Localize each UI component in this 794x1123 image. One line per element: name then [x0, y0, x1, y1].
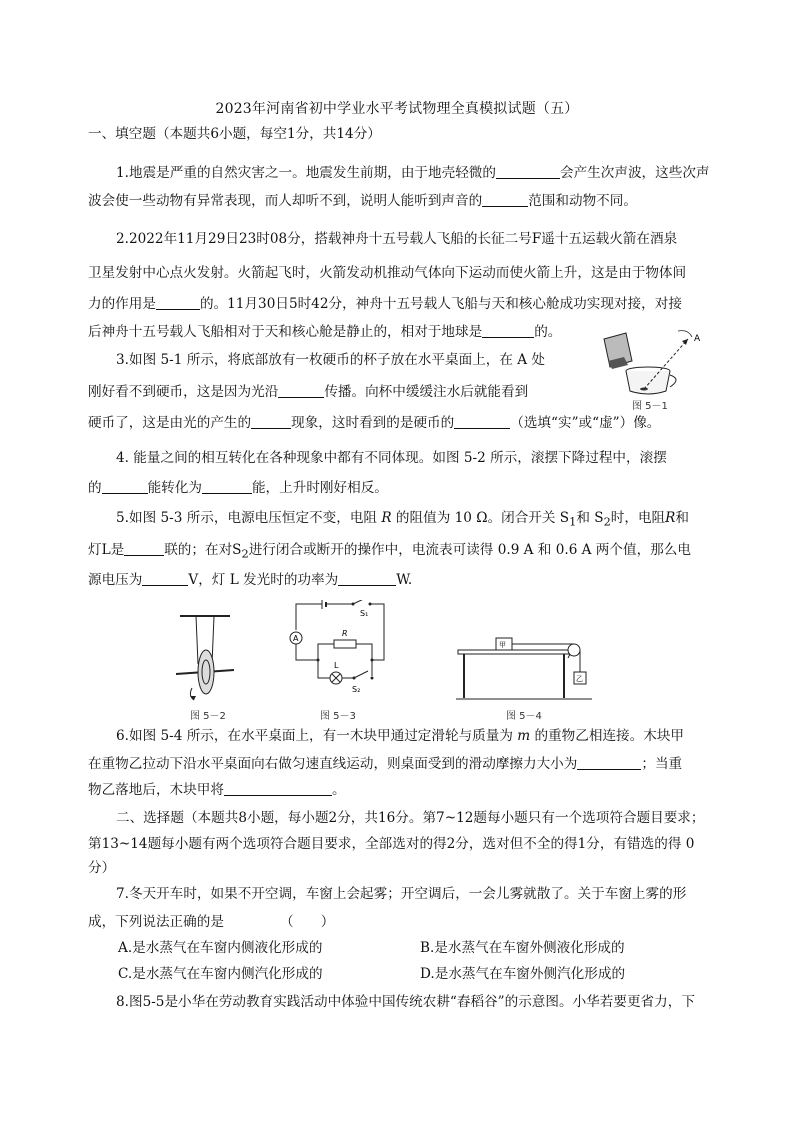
answer-blank[interactable] — [124, 541, 164, 556]
q2-text: 力的作用是 — [88, 296, 156, 312]
s1-label: S₁ — [360, 609, 369, 618]
subscript: 2 — [603, 514, 611, 529]
q4-line1: 4. 能量之间的相互转化在各种现象中都有不同体现。如图 5-2 所示，滚摆下降过程中，滚摆 — [116, 450, 667, 466]
q2-text: 的。 — [534, 324, 562, 340]
q8-line1: 8.图5-5是小华在劳动教育实践活动中体验中国传统农耕“舂稻谷”的示意图。小华若要更省力，下 — [116, 994, 695, 1010]
answer-blank[interactable] — [251, 414, 291, 429]
q5-line2 — [88, 540, 691, 564]
q7-line1: 7.冬天开车时，如果不开空调，车窗上会起雾；开空调后，一会儿雾就散了。关于车窗上雾的形 — [116, 886, 687, 902]
q7-option-c[interactable]: C.是水蒸气在车窗内侧汽化形成的 — [118, 966, 323, 982]
answer-blank[interactable] — [482, 192, 528, 207]
section-choice-heading-line1: 二、选择题（本题共8小题，每小题2分，共16分。第7~12题每小题只有一个选项符合题目要求； — [116, 810, 705, 826]
q7-option-d[interactable]: D.是水蒸气在车窗外侧汽化形成的 — [420, 966, 626, 982]
figure-5-2-caption: 图 5－2 — [190, 711, 226, 722]
q5-text: 联的；在对S — [164, 542, 242, 558]
q3-text: 现象，这时看到的是硬币的 — [291, 415, 455, 431]
answer-blank[interactable] — [278, 383, 324, 398]
figure-5-2 — [170, 612, 240, 704]
q6-line1 — [116, 726, 684, 746]
q3-text: 刚好看不到硬币，这是因为光沿 — [88, 384, 279, 400]
q2-line3 — [88, 294, 682, 314]
section-fill-in-heading: 一、填空题（本题共6小题，每空1分，共14分） — [88, 126, 381, 142]
subscript: 2 — [241, 546, 249, 561]
section-choice-heading-line3: 分） — [88, 860, 116, 876]
figure-5-3 — [288, 600, 392, 700]
point-a-label: A — [694, 334, 701, 344]
resistor-symbol-text: R — [381, 510, 392, 526]
q2-line4 — [88, 322, 561, 342]
q3-text: 硬币了，这是由光的产生的 — [88, 415, 252, 431]
table-pulley-diagram — [456, 632, 592, 702]
q4-text: 的 — [88, 480, 102, 496]
q5-text: 源电压为 — [88, 572, 143, 588]
q6-text: 。 — [331, 782, 346, 798]
q7-text: 成，下列说法正确的是 — [88, 914, 224, 930]
q2-line1: 2.2022年11月29日23时08分，搭载神舟十五号载人飞船的长征二号F遥十五运载火箭在酒泉 — [116, 231, 678, 247]
q5-text: 时，电阻 — [610, 510, 666, 526]
rolling-pendulum-diagram — [170, 612, 240, 704]
q5-text: 灯L是 — [88, 542, 125, 558]
answer-blank[interactable] — [202, 479, 252, 494]
q5-text: 5.如图 5-3 所示，电源电压恒定不变，电阻 — [116, 510, 378, 526]
section-choice-heading-line2: 第13~14题每小题有两个选项符合题目要求，全部选对的得2分，选对但不全的得1分，有错选的得 0 — [88, 836, 695, 852]
q3-line2 — [88, 382, 528, 402]
q6-text: 在重物乙拉动下沿水平桌面向右做匀速直线运动，则桌面受到的滑动摩擦力大小为 — [88, 756, 578, 772]
q5-text: 进行闭合或断开的操作中，电流表可读得 0.9 A 和 0.6 A 两个值，那么电 — [248, 542, 691, 558]
switch-s1-icon — [353, 600, 368, 604]
ammeter-label: A — [293, 634, 299, 643]
q1-text: 会产生次声波，这些次声 — [560, 165, 710, 181]
block-jia-label: 甲 — [499, 641, 506, 649]
q6-text: ；当重 — [641, 756, 683, 772]
mass-symbol-text: m — [517, 728, 531, 744]
q5-text: W. — [396, 572, 413, 588]
q7-line2 — [88, 912, 334, 932]
q4-text: 能，上升时刚好相反。 — [251, 480, 388, 496]
answer-blank[interactable] — [338, 571, 396, 586]
q7-option-b[interactable]: B.是水蒸气在车窗外侧液化形成的 — [420, 940, 625, 956]
q6-text: 物乙落地后，木块甲将 — [88, 782, 224, 798]
subscript: 1 — [569, 514, 577, 529]
figure-5-1-caption: 图 5－1 — [632, 401, 668, 412]
q3-text: 传播。向杯中缓缓注水后就能看到 — [324, 384, 529, 400]
cup-coin-diagram — [598, 325, 708, 407]
answer-paren[interactable]: （ ） — [279, 914, 335, 930]
s2-label: S₂ — [352, 685, 361, 694]
q5-text: V，灯 L 发光时的功率为 — [188, 572, 339, 588]
resistor-icon — [334, 640, 356, 648]
answer-blank[interactable] — [482, 323, 534, 338]
q3-line1: 3.如图 5-1 所示，将底部放有一枚硬币的杯子放在水平桌面上，在 A 处 — [116, 352, 545, 368]
q5-line3 — [88, 570, 412, 590]
q5-text: 和 — [675, 510, 689, 526]
q2-line2: 卫星发射中心点火发射。火箭起飞时，火箭发动机推动气体向下运动而使火箭上升，这是由于物体间 — [88, 265, 687, 281]
q6-line2 — [88, 754, 682, 774]
q5-line1 — [116, 508, 689, 532]
answer-blank[interactable] — [142, 571, 188, 586]
q7-option-a[interactable]: A.是水蒸气在车窗内侧液化形成的 — [118, 940, 323, 956]
q5-text: 和 S — [576, 510, 604, 526]
figure-5-3-caption: 图 5－3 — [320, 711, 356, 722]
answer-blank[interactable] — [224, 781, 332, 796]
circuit-diagram — [288, 600, 392, 700]
lamp-label: L — [334, 661, 339, 670]
q4-line2 — [88, 478, 388, 498]
q2-text: 的。11月30日5时42分，神舟十五号载人飞船与天和核心舱成功实现对接，对接 — [199, 296, 682, 312]
q1-text: 1.地震是严重的自然灾害之一。地震发生前期，由于地壳轻微的 — [116, 165, 496, 181]
switch-s2-icon — [354, 671, 368, 678]
q1-line1 — [116, 163, 710, 183]
answer-blank[interactable] — [102, 479, 148, 494]
answer-blank[interactable] — [496, 164, 560, 179]
q6-text: 6.如图 5-4 所示，在水平桌面上，有一木块甲通过定滑轮与质量为 — [116, 728, 513, 744]
q4-text: 能转化为 — [147, 480, 202, 496]
answer-blank[interactable] — [577, 755, 641, 770]
q1-text: 范围和动物不同。 — [528, 193, 637, 209]
resistor-label: R — [342, 629, 348, 638]
exam-title: 2023年河南省初中学业水平考试物理全真模拟试题（五） — [215, 101, 579, 117]
q3-line3 — [88, 413, 660, 433]
figure-5-4-caption: 图 5－4 — [506, 711, 542, 722]
figure-5-1 — [598, 325, 708, 407]
answer-blank[interactable] — [156, 295, 200, 310]
answer-blank[interactable] — [454, 414, 510, 429]
weight-yi-label: 乙 — [576, 675, 583, 683]
q1-line2 — [88, 191, 637, 211]
q5-text: 的阻值为 10 Ω。闭合开关 S — [395, 510, 570, 526]
figure-5-4 — [456, 632, 592, 702]
q6-text: 的重物乙相连接。木块甲 — [534, 728, 685, 744]
q2-text: 后神舟十五号载人飞船相对于天和核心舱是静止的，相对于地球是 — [88, 324, 483, 340]
resistor-symbol-text: R — [665, 510, 676, 526]
q3-text: （选填“实”或“虚”）像。 — [510, 415, 661, 431]
q1-text: 波会使一些动物有异常表现，而人却听不到，说明人能听到声音的 — [88, 193, 483, 209]
q6-line3 — [88, 780, 346, 800]
